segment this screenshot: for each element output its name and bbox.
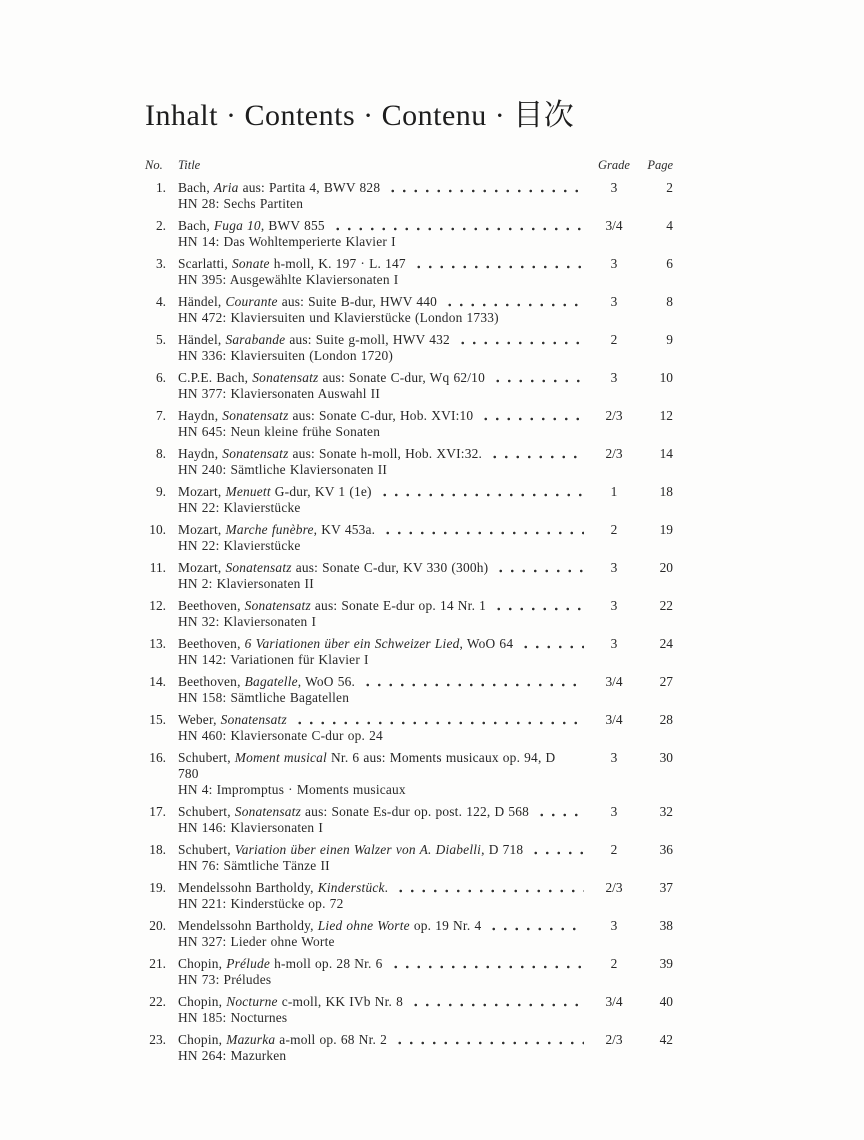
table-row	[145, 842, 673, 874]
edition-line: HN 472: Klaviersuiten und Klavierstücke (London 1733)	[178, 310, 499, 325]
title-detail: aus: Suite g-moll, HWV 432	[285, 332, 450, 347]
page-number: 32	[659, 804, 673, 819]
leader-dots	[395, 880, 584, 896]
entry-number: 1.	[155, 180, 166, 195]
composer-name: Bach,	[178, 218, 214, 233]
entry-number: 4.	[155, 294, 166, 309]
entry-number: 6.	[155, 370, 166, 385]
table-row	[145, 256, 673, 288]
entry-title-cell	[171, 180, 591, 196]
title-detail: aus: Sonate C-dur, Wq 62/10	[318, 370, 485, 385]
edition-line: HN 264: Mazurken	[178, 1048, 287, 1063]
leader-dots	[457, 332, 584, 348]
grade-value: 2/3	[605, 1032, 623, 1047]
edition-line: HN 327: Lieder ohne Worte	[178, 934, 335, 949]
table-row	[145, 332, 673, 364]
entry-title-text	[178, 750, 577, 782]
entry-title-cell	[171, 408, 591, 424]
table-row	[145, 522, 673, 554]
entry-title-cell	[171, 294, 591, 310]
leader-dots	[444, 294, 584, 310]
leader-dots	[387, 180, 584, 196]
leader-dots	[480, 408, 584, 424]
table-row	[145, 408, 673, 440]
entry-title-cell	[171, 750, 591, 782]
composer-name: Scarlatti,	[178, 256, 233, 271]
header-title: Title	[178, 158, 201, 172]
entry-title-cell	[171, 218, 591, 234]
entry-number: 23.	[149, 1032, 166, 1047]
grade-value: 2	[610, 842, 618, 857]
composer-name: Schubert,	[178, 804, 235, 819]
entry-number: 9.	[155, 484, 166, 499]
table-row	[145, 598, 673, 630]
edition-line: HN 14: Das Wohltemperierte Klavier I	[178, 234, 396, 249]
composer-name: Schubert,	[178, 842, 235, 857]
title-detail: h-moll op. 28 Nr. 6	[270, 956, 383, 971]
entry-title-text	[178, 370, 485, 386]
entry-title-cell	[171, 674, 591, 690]
page-number: 27	[659, 674, 673, 689]
entry-number: 7.	[155, 408, 166, 423]
entry-number: 19.	[149, 880, 166, 895]
title-detail: op. 19 Nr. 4	[409, 918, 482, 933]
grade-value: 2/3	[605, 880, 623, 895]
composer-name: Mendelssohn Bartholdy,	[178, 880, 318, 895]
page-number: 12	[659, 408, 673, 423]
leader-dots	[488, 918, 584, 934]
entry-title-text	[178, 522, 375, 538]
entry-title-cell	[171, 598, 591, 614]
entry-title-cell	[171, 636, 591, 652]
grade-value: 3/4	[605, 674, 623, 689]
table-row	[145, 674, 673, 706]
table-row	[145, 994, 673, 1026]
edition-line: HN 2: Klaviersonaten II	[178, 576, 314, 591]
entry-title-cell	[171, 1032, 591, 1048]
title-detail: , WoO 64	[459, 636, 514, 651]
entry-title-cell	[171, 804, 591, 820]
grade-value: 2/3	[605, 446, 623, 461]
grade-value: 2	[610, 956, 618, 971]
entry-title-cell	[171, 522, 591, 538]
entry-number: 12.	[149, 598, 166, 613]
page-title: Inhalt · Contents · Contenu · 目次	[145, 99, 575, 132]
entry-title-text	[178, 180, 380, 196]
entry-title-text	[178, 994, 403, 1010]
edition-line: HN 142: Variationen für Klavier I	[178, 652, 369, 667]
page-number: 37	[659, 880, 673, 895]
entry-title-cell	[171, 880, 591, 896]
entry-number: 13.	[149, 636, 166, 651]
page-number: 6	[666, 256, 673, 271]
grade-value: 3/4	[605, 218, 623, 233]
title-detail: .	[384, 880, 389, 895]
entry-title-text	[178, 484, 372, 500]
page-number: 18	[659, 484, 673, 499]
piece-title-italic: Fuga 10	[213, 218, 261, 233]
grade-value: 3	[610, 750, 618, 765]
piece-title-italic: Menuett	[225, 484, 271, 499]
entry-title-text	[178, 636, 513, 652]
edition-line: HN 645: Neun kleine frühe Sonaten	[178, 424, 381, 439]
composer-name: Mozart,	[178, 484, 226, 499]
page-number: 10	[659, 370, 673, 385]
page-number: 2	[666, 180, 673, 195]
page-number: 8	[666, 294, 673, 309]
grade-value: 3	[610, 180, 618, 195]
entry-number: 15.	[149, 712, 166, 727]
edition-line: HN 336: Klaviersuiten (London 1720)	[178, 348, 394, 363]
leader-dots	[530, 842, 584, 858]
title-detail: c-moll, KK IVb Nr. 8	[277, 994, 404, 1009]
composer-name: Beethoven,	[178, 674, 245, 689]
table-row	[145, 750, 673, 798]
title-detail: aus: Sonate h-moll, Hob. XVI:32.	[288, 446, 483, 461]
entry-title-cell	[171, 446, 591, 462]
composer-name: Chopin,	[178, 956, 227, 971]
page-number: 4	[666, 218, 673, 233]
entry-title-text	[178, 918, 481, 934]
entry-title-cell	[171, 994, 591, 1010]
grade-value: 2	[610, 522, 618, 537]
leader-dots	[492, 370, 584, 386]
leader-dots	[489, 446, 584, 462]
leader-dots	[382, 522, 584, 538]
grade-value: 1	[610, 484, 618, 499]
table-row	[145, 180, 673, 212]
page-number: 28	[659, 712, 673, 727]
title-detail: aus: Sonate E-dur op. 14 Nr. 1	[310, 598, 487, 613]
edition-line: HN 76: Sämtliche Tänze II	[178, 858, 330, 873]
entry-title-text	[178, 674, 355, 690]
edition-line: HN 146: Klaviersonaten I	[178, 820, 324, 835]
leader-dots	[394, 1032, 584, 1048]
header-page: Page	[647, 158, 673, 172]
entry-number: 8.	[155, 446, 166, 461]
entry-title-text	[178, 842, 523, 858]
edition-line: HN 158: Sämtliche Bagatellen	[178, 690, 350, 705]
entry-title-cell	[171, 332, 591, 348]
leader-dots	[332, 218, 584, 234]
leader-dots	[390, 956, 584, 972]
page-number: 24	[659, 636, 673, 651]
table-row	[145, 880, 673, 912]
piece-title-italic: Sonate	[232, 256, 270, 271]
page-number: 36	[659, 842, 673, 857]
entry-title-text	[178, 408, 473, 424]
page-number: 14	[659, 446, 673, 461]
table-row	[145, 956, 673, 988]
entry-title-text	[178, 712, 287, 728]
table-row	[145, 636, 673, 668]
composer-name: Haydn,	[178, 408, 223, 423]
title-detail: aus: Suite B-dur, HWV 440	[277, 294, 438, 309]
leader-dots	[413, 256, 584, 272]
edition-line: HN 28: Sechs Partiten	[178, 196, 304, 211]
page-number: 9	[666, 332, 673, 347]
table-row	[145, 1032, 673, 1064]
entry-title-text	[178, 332, 450, 348]
grade-value: 3	[610, 598, 618, 613]
entry-number: 11.	[149, 560, 166, 575]
entry-title-cell	[171, 842, 591, 858]
table-row	[145, 484, 673, 516]
leader-dots	[410, 994, 584, 1010]
entry-title-text	[178, 560, 488, 576]
header-grade: Grade	[598, 158, 630, 172]
piece-title-italic: Sonatensatz	[225, 560, 292, 575]
edition-line: HN 22: Klavierstücke	[178, 538, 301, 553]
piece-title-italic: Sonatensatz	[222, 446, 289, 461]
table-row	[145, 294, 673, 326]
page-number: 19	[659, 522, 673, 537]
entry-number: 3.	[155, 256, 166, 271]
table-row	[145, 446, 673, 478]
grade-value: 2	[610, 332, 618, 347]
leader-dots	[493, 598, 584, 614]
title-detail: aus: Sonate Es-dur op. post. 122, D 568	[300, 804, 530, 819]
entry-title-cell	[171, 484, 591, 500]
piece-title-italic: Lied ohne Worte	[317, 918, 410, 933]
title-detail: , BWV 855	[260, 218, 325, 233]
header-no: No.	[145, 158, 163, 172]
entry-title-cell	[171, 956, 591, 972]
edition-line: HN 4: Impromptus · Moments musicaux	[178, 782, 406, 797]
title-detail: , D 718	[481, 842, 524, 857]
table-row	[145, 370, 673, 402]
composer-name: Händel,	[178, 294, 226, 309]
title-detail: aus: Sonate C-dur, Hob. XVI:10	[288, 408, 474, 423]
piece-title-italic: Marche funèbre	[225, 522, 314, 537]
piece-title-italic: Sonatensatz	[252, 370, 319, 385]
composer-name: C.P.E. Bach,	[178, 370, 253, 385]
table-header	[145, 158, 673, 173]
entry-title-text	[178, 256, 406, 272]
piece-title-italic: Sonatensatz	[220, 712, 287, 727]
edition-line: HN 32: Klaviersonaten I	[178, 614, 317, 629]
page-number: 30	[659, 750, 673, 765]
leader-dots	[379, 484, 584, 500]
piece-title-italic: Sonatensatz	[244, 598, 311, 613]
entry-number: 10.	[149, 522, 166, 537]
page-number: 20	[659, 560, 673, 575]
page-number: 42	[659, 1032, 673, 1047]
edition-line: HN 240: Sämtliche Klaviersonaten II	[178, 462, 388, 477]
piece-title-italic: Prélude	[226, 956, 271, 971]
title-detail: , WoO 56.	[297, 674, 356, 689]
table-row	[145, 712, 673, 744]
grade-value: 3	[610, 804, 618, 819]
page-number: 38	[659, 918, 673, 933]
composer-name: Mozart,	[178, 522, 226, 537]
piece-title-italic: Sonatensatz	[222, 408, 289, 423]
composer-name: Weber,	[178, 712, 221, 727]
grade-value: 3	[610, 256, 618, 271]
grade-value: 3	[610, 294, 618, 309]
piece-title-italic: 6 Variationen über ein Schweizer Lied	[244, 636, 460, 651]
entry-title-cell	[171, 918, 591, 934]
grade-value: 2/3	[605, 408, 623, 423]
table-row	[145, 804, 673, 836]
composer-name: Mozart,	[178, 560, 226, 575]
entry-title-cell	[171, 712, 591, 728]
edition-line: HN 73: Préludes	[178, 972, 272, 987]
piece-title-italic: Sarabande	[225, 332, 286, 347]
entry-title-text	[178, 956, 383, 972]
piece-title-italic: Courante	[225, 294, 278, 309]
composer-name: Schubert,	[178, 750, 235, 765]
piece-title-italic: Mazurka	[226, 1032, 276, 1047]
edition-line: HN 395: Ausgewählte Klaviersonaten I	[178, 272, 399, 287]
composer-name: Haydn,	[178, 446, 223, 461]
composer-name: Mendelssohn Bartholdy,	[178, 918, 318, 933]
piece-title-italic: Sonatensatz	[234, 804, 301, 819]
grade-value: 3	[610, 560, 618, 575]
edition-line: HN 221: Kinderstücke op. 72	[178, 896, 344, 911]
grade-value: 3/4	[605, 994, 623, 1009]
entry-number: 20.	[149, 918, 166, 933]
entry-title-cell	[171, 256, 591, 272]
piece-title-italic: Kinderstück	[317, 880, 385, 895]
entry-number: 21.	[149, 956, 166, 971]
entry-number: 14.	[149, 674, 166, 689]
edition-line: HN 460: Klaviersonate C-dur op. 24	[178, 728, 383, 743]
entry-title-text	[178, 804, 529, 820]
entry-number: 17.	[149, 804, 166, 819]
title-detail: a-moll op. 68 Nr. 2	[275, 1032, 388, 1047]
composer-name: Beethoven,	[178, 598, 245, 613]
entry-title-text	[178, 218, 325, 234]
edition-line: HN 185: Nocturnes	[178, 1010, 288, 1025]
leader-dots	[536, 804, 584, 820]
grade-value: 3	[610, 636, 618, 651]
composer-name: Chopin,	[178, 1032, 227, 1047]
entry-number: 16.	[149, 750, 166, 765]
page-number: 40	[659, 994, 673, 1009]
entry-title-cell	[171, 370, 591, 386]
composer-name: Beethoven,	[178, 636, 245, 651]
entry-title-cell	[171, 560, 591, 576]
grade-value: 3/4	[605, 712, 623, 727]
piece-title-italic: Bagatelle	[244, 674, 298, 689]
title-detail: , KV 453a.	[313, 522, 376, 537]
leader-dots	[520, 636, 584, 652]
title-detail: Nr. 6 aus: Moments musicaux op. 94, D 780	[178, 750, 556, 781]
piece-title-italic: Variation über einen Walzer von A. Diabelli	[234, 842, 482, 857]
edition-line: HN 22: Klavierstücke	[178, 500, 301, 515]
contents-table-body	[145, 180, 673, 1064]
page-number: 22	[659, 598, 673, 613]
entry-number: 18.	[149, 842, 166, 857]
grade-value: 3	[610, 370, 618, 385]
title-detail: aus: Partita 4, BWV 828	[238, 180, 381, 195]
edition-line: HN 377: Klaviersonaten Auswahl II	[178, 386, 380, 401]
leader-dots	[362, 674, 584, 690]
contents-section	[145, 90, 673, 1070]
title-detail: aus: Sonate C-dur, KV 330 (300h)	[291, 560, 489, 575]
entry-number: 5.	[155, 332, 166, 347]
entry-title-text	[178, 446, 482, 462]
leader-dots	[294, 712, 584, 728]
leader-dots	[495, 560, 584, 576]
table-row	[145, 218, 673, 250]
entry-title-text	[178, 880, 388, 896]
table-row	[145, 918, 673, 950]
entry-title-text	[178, 1032, 387, 1048]
piece-title-italic: Moment musical	[234, 750, 327, 765]
title-detail: h-moll, K. 197 · L. 147	[269, 256, 406, 271]
entry-title-text	[178, 294, 437, 310]
entry-number: 22.	[149, 994, 166, 1009]
table-row	[145, 560, 673, 592]
grade-value: 3	[610, 918, 618, 933]
composer-name: Händel,	[178, 332, 226, 347]
page-number: 39	[659, 956, 673, 971]
piece-title-italic: Nocturne	[226, 994, 278, 1009]
entry-title-text	[178, 598, 486, 614]
title-detail: G-dur, KV 1 (1e)	[270, 484, 372, 499]
composer-name: Bach,	[178, 180, 214, 195]
entry-number: 2.	[155, 218, 166, 233]
piece-title-italic: Aria	[213, 180, 239, 195]
composer-name: Chopin,	[178, 994, 227, 1009]
